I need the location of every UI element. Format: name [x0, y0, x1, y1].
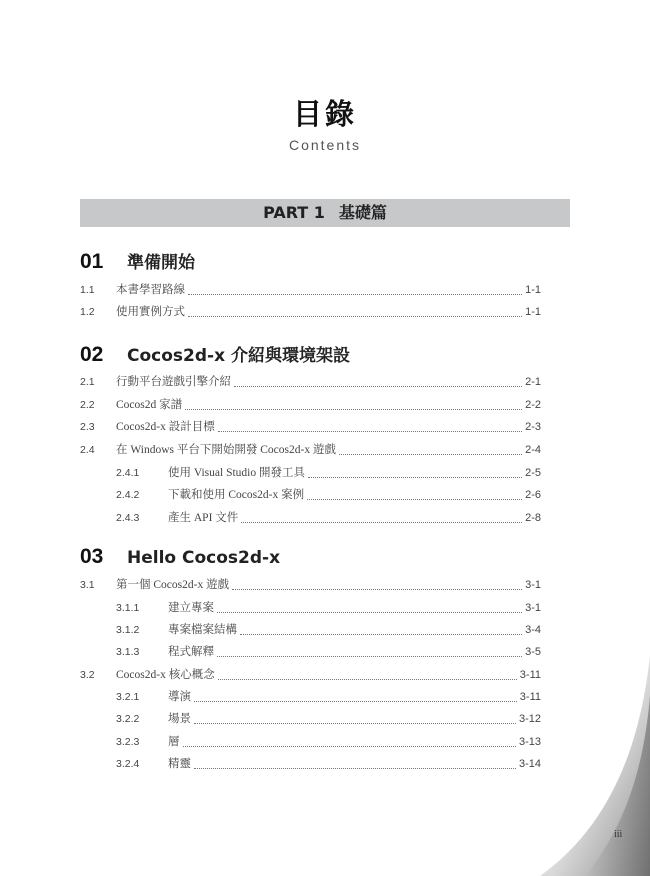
dot-leader: [308, 476, 522, 478]
chapter-number: 01: [80, 250, 104, 273]
entry-title: 程式解釋: [168, 646, 214, 658]
entry-number: 3.2.4: [116, 758, 140, 770]
toc-subentry[interactable]: [80, 509, 541, 527]
entry-page: 3-1: [525, 602, 541, 614]
entry-title: Cocos2d 家譜: [116, 399, 183, 411]
toc-subentry[interactable]: [80, 710, 541, 728]
entry-page: 2-5: [525, 467, 541, 479]
dot-leader: [217, 655, 522, 657]
entry-number: 2.4: [80, 444, 95, 456]
entry-page: 2-1: [525, 376, 541, 388]
dot-leader: [183, 745, 516, 747]
toc-entry[interactable]: [80, 576, 541, 594]
entry-number: 1.1: [80, 284, 95, 296]
part-heading: [80, 199, 570, 227]
toc-entry[interactable]: [80, 441, 541, 459]
toc-subentry[interactable]: [80, 755, 541, 773]
entry-number: 1.2: [80, 306, 95, 318]
entry-title: 場景: [168, 713, 191, 725]
toc-entry[interactable]: [80, 418, 541, 436]
page-title: 目錄: [292, 97, 357, 131]
entry-title: 第一個 Cocos2d-x 遊戲: [116, 579, 230, 591]
chapter-heading[interactable]: [80, 250, 195, 274]
chapter-heading[interactable]: [80, 545, 280, 569]
dot-leader: [194, 722, 516, 724]
entry-number: 2.4.1: [116, 467, 140, 479]
toc-entry[interactable]: [80, 396, 541, 414]
toc-subentry[interactable]: [80, 643, 541, 661]
dot-leader: [194, 767, 516, 769]
entry-number: 3.1.2: [116, 624, 140, 636]
entry-page: 2-2: [525, 399, 541, 411]
entry-page: 3-12: [518, 713, 541, 725]
entry-number: 2.3: [80, 421, 95, 433]
entry-title: 專案檔案結構: [168, 624, 237, 636]
toc-subentry[interactable]: [80, 688, 541, 706]
toc-entry[interactable]: [80, 303, 541, 321]
entry-title: Cocos2d-x 設計目標: [116, 421, 215, 433]
entry-page: 1-1: [525, 284, 541, 296]
dot-leader: [241, 521, 522, 523]
dot-leader: [232, 588, 522, 590]
entry-page: 2-8: [525, 512, 541, 524]
dot-leader: [188, 293, 522, 295]
toc-subentry[interactable]: [80, 733, 541, 751]
entry-title: 建立專案: [168, 602, 214, 614]
entry-number: 3.2.2: [116, 713, 140, 725]
toc-entry[interactable]: [80, 373, 541, 391]
entry-number: 3.1.1: [116, 602, 140, 614]
toc-subentry[interactable]: [80, 486, 541, 504]
entry-number: 2.4.2: [116, 489, 140, 501]
dot-leader: [188, 315, 522, 317]
page-curl-decoration: [530, 656, 650, 876]
entry-page: 2-4: [525, 444, 541, 456]
entry-title: 層: [168, 736, 180, 748]
chapter-number: 02: [80, 343, 104, 366]
toc-subentry[interactable]: [80, 599, 541, 617]
entry-number: 3.1: [80, 579, 95, 591]
entry-title: 精靈: [168, 758, 191, 770]
chapter-title: Hello Cocos2d-x: [127, 548, 281, 568]
entry-page: 2-3: [525, 421, 541, 433]
chapter-number: 03: [80, 545, 104, 568]
entry-number: 3.1.3: [116, 646, 140, 658]
dot-leader: [185, 408, 522, 410]
entry-page: 3-5: [525, 646, 541, 658]
entry-title: 本書學習路線: [116, 284, 185, 296]
dot-leader: [218, 678, 517, 680]
entry-title: 導演: [168, 691, 191, 703]
toc-entry[interactable]: [80, 281, 541, 299]
entry-number: 3.2.3: [116, 736, 140, 748]
dot-leader: [240, 633, 522, 635]
entry-title: 產生 API 文件: [168, 512, 239, 524]
dot-leader: [234, 385, 522, 387]
page-number: iii: [614, 829, 623, 840]
entry-number: 3.2.1: [116, 691, 140, 703]
toc-subentry[interactable]: [80, 464, 541, 482]
chapter-title: 準備開始: [127, 253, 195, 273]
entry-title: Cocos2d-x 核心概念: [116, 669, 215, 681]
entry-page: 3-13: [518, 736, 541, 748]
entry-title: 使用實例方式: [116, 306, 185, 318]
part-name: 基礎篇: [338, 203, 387, 222]
entry-number: 2.2: [80, 399, 95, 411]
dot-leader: [339, 453, 522, 455]
toc-subentry[interactable]: [80, 621, 541, 639]
dot-leader: [218, 430, 522, 432]
chapter-heading[interactable]: [80, 343, 350, 367]
dot-leader: [217, 611, 522, 613]
entry-title: 使用 Visual Studio 開發工具: [168, 467, 305, 479]
entry-page: 3-11: [519, 691, 541, 703]
entry-title: 行動平台遊戲引擎介紹: [116, 376, 231, 388]
entry-page: 3-14: [518, 758, 541, 770]
entry-title: 在 Windows 平台下開始開發 Cocos2d-x 遊戲: [116, 444, 336, 456]
part-label: PART 1: [263, 203, 325, 222]
entry-page: 3-1: [525, 579, 541, 591]
entry-number: 2.1: [80, 376, 95, 388]
dot-leader: [307, 498, 522, 500]
toc-entry[interactable]: [80, 666, 541, 684]
entry-page: 3-4: [525, 624, 541, 636]
entry-page: 3-11: [519, 669, 541, 681]
chapter-title: Cocos2d-x 介紹與環境架設: [127, 346, 350, 366]
entry-title: 下載和使用 Cocos2d-x 案例: [168, 489, 305, 501]
dot-leader: [194, 700, 517, 702]
page-subtitle: Contents: [288, 137, 362, 153]
entry-number: 3.2: [80, 669, 95, 681]
entry-page: 1-1: [525, 306, 541, 318]
entry-page: 2-6: [525, 489, 541, 501]
entry-number: 2.4.3: [116, 512, 140, 524]
